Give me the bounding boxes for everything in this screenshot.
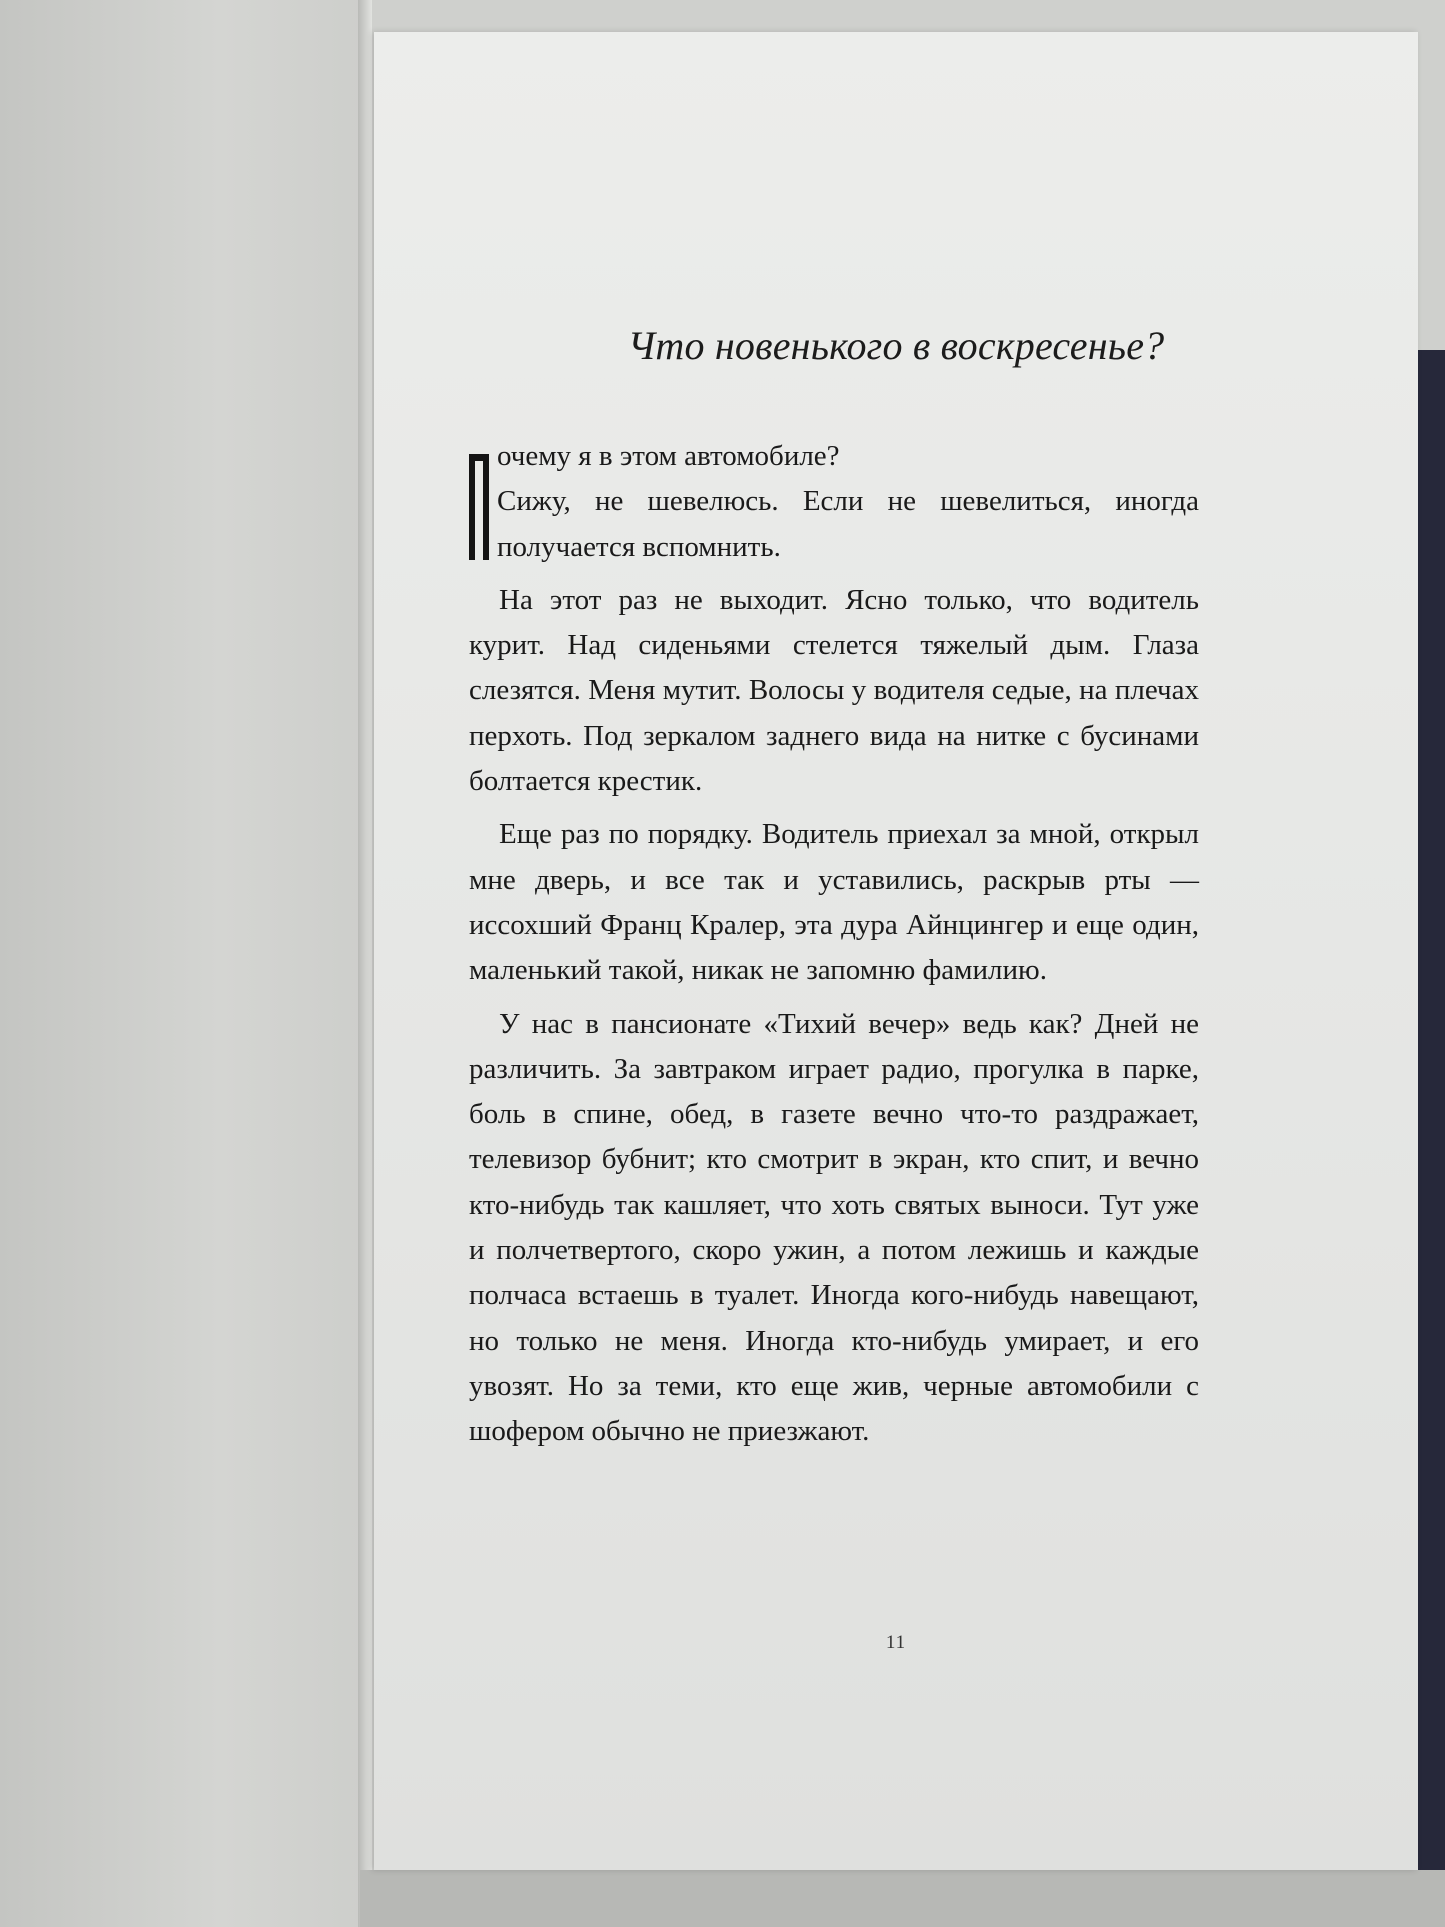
paragraph-1-rest: Сижу, не шевелюсь. Если не шевелиться, иногда получается вспомнить. xyxy=(497,485,1199,563)
body-text xyxy=(469,434,1199,1463)
paragraph-4: У нас в пансионате «Тихий вечер» ведь как? Дней не различить. За завтраком играет радио, прогулка в парке, боль в спине, обед, в газете вечно что-то раздражает, телевизор бубнит; кто смотрит в экран, кто спит, и вечно кто-нибудь так кашляет, что хоть святых выноси. Тут уже и полчетвертого, скоро ужин, а потом лежишь и каждые полчаса встаешь в туалет. Иногда кого-нибудь навещают, но только не меня. Иногда кто-нибудь умирает, и его увозят. Но за теми, кто еще жив, черные автомобили с шофером обычно не приезжают. xyxy=(469,1007,1199,1448)
left-page-edge xyxy=(358,0,372,1927)
book-bottom-edge xyxy=(360,1870,1445,1927)
paragraph-1 xyxy=(469,434,1199,570)
paragraph-3: Еще раз по порядку. Водитель приехал за мной, открыл мне дверь, и все так и уставились, раскрыв рты — иссохший Франц Кралер, эта дура Айнцингер и еще один, маленький такой, никак не запомню фамилию. xyxy=(469,818,1199,987)
chapter-title: Что новенького в воскресенье? xyxy=(627,323,1165,368)
book-page xyxy=(374,32,1418,1870)
dropcap-letter-icon xyxy=(469,454,489,560)
book-cover-edge xyxy=(1418,350,1445,1880)
left-page xyxy=(0,0,368,1927)
paragraph-2: На этот раз не выходит. Ясно только, что водитель курит. Над сиденьями стелется тяжелый дым. Глаза слезятся. Меня мутит. Волосы у водителя седые, на плечах перхоть. Под зеркалом заднего вида на нитке с бусинами болтается крестик. xyxy=(469,583,1199,798)
page-number: 11 xyxy=(885,1632,907,1653)
paragraph-1-first-line: очему я в этом автомобиле? xyxy=(497,440,840,472)
